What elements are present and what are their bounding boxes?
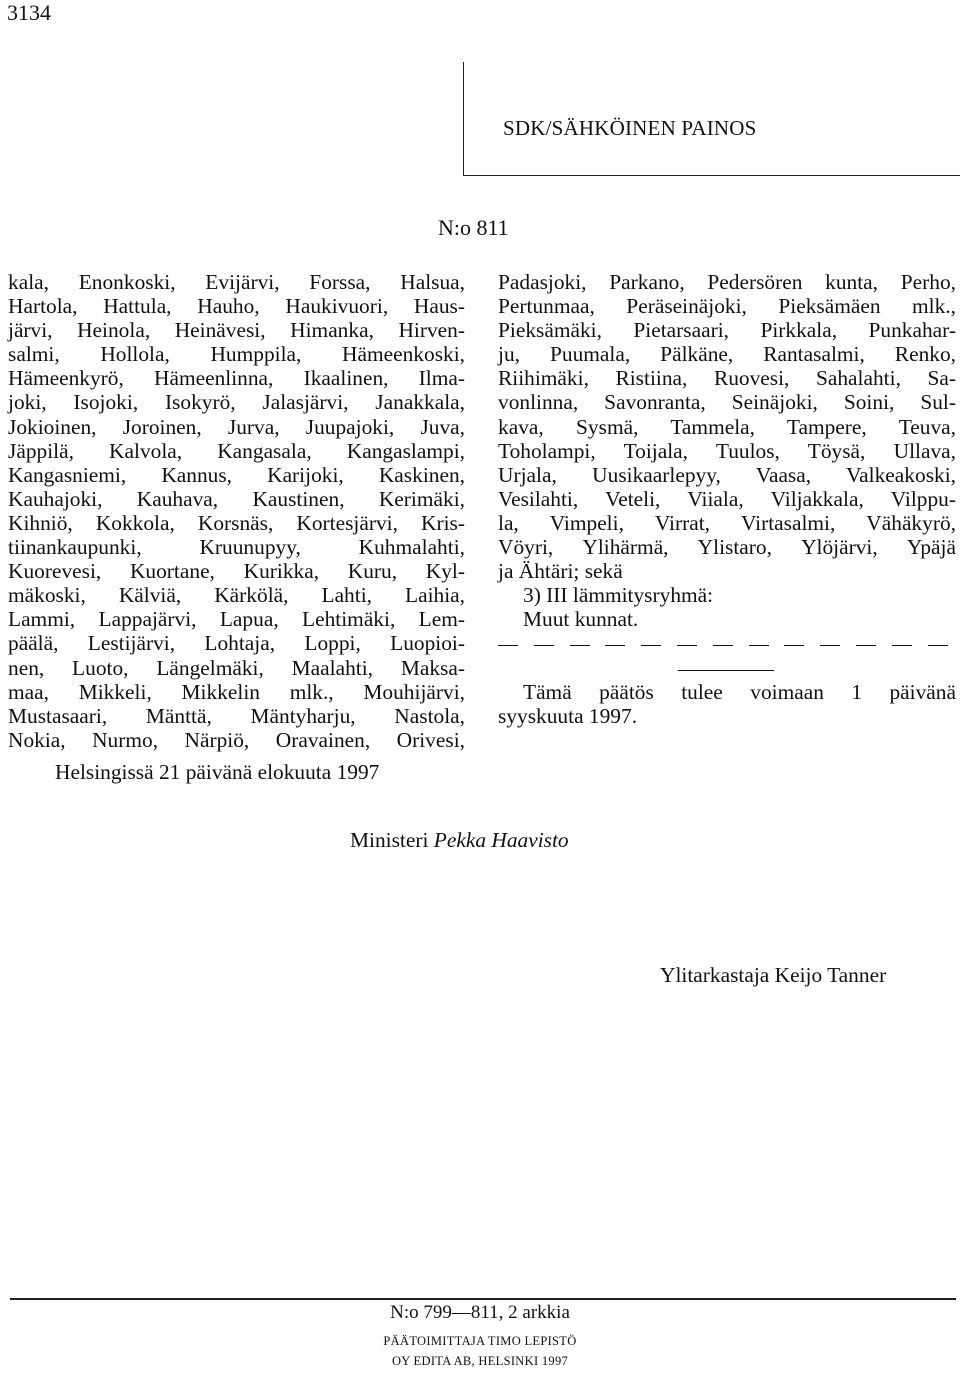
page-number: 3134	[7, 0, 51, 25]
right-column-line: Vesilahti, Veteli, Viiala, Viljakkala, Vilppu-	[498, 486, 956, 511]
right-column-line: vonlinna, Savonranta, Seinäjoki, Soini, Sul-	[498, 390, 956, 415]
left-column-line: nen, Luoto, Längelmäki, Maalahti, Maksa-	[8, 655, 465, 680]
right-column-line: Pertunmaa, Peräseinäjoki, Pieksämäen mlk.,	[498, 294, 956, 319]
right-column-line: Padasjoki, Parkano, Pedersören kunta, Perho,	[498, 270, 956, 294]
footer-numbers: N:o 799—811, 2 arkkia	[390, 1302, 570, 1323]
left-column-line: Kihniö, Kokkola, Korsnäs, Kortesjärvi, Kris-	[8, 510, 465, 535]
dash-mark	[892, 645, 912, 646]
footer-rule	[10, 1298, 956, 1300]
right-column-line: la, Vimpeli, Virrat, Virtasalmi, Vähäkyrö,	[498, 510, 956, 535]
effective-date-line-1: Tämä päätös tulee voimaan 1 päivänä	[523, 679, 956, 704]
right-column-last-line: ja Ähtäri; sekä	[498, 559, 623, 584]
right-column-lines	[498, 270, 956, 559]
left-column-line: Hartola, Hattula, Hauho, Haukivuori, Haus-	[8, 294, 465, 319]
minister-signature	[350, 828, 569, 853]
left-column-line: Kangasniemi, Kannus, Karijoki, Kaskinen,	[8, 462, 465, 487]
footer-editor: PÄÄTOIMITTAJA TIMO LEPISTÖ	[383, 1334, 577, 1348]
dash-mark	[570, 645, 590, 646]
left-column-line: Lammi, Lappajärvi, Lapua, Lehtimäki, Lem-	[8, 607, 465, 632]
right-column-line: ju, Puumala, Pälkäne, Rantasalmi, Renko,	[498, 342, 956, 367]
right-column-line: Riihimäki, Ristiina, Ruovesi, Sahalahti, Sa-	[498, 366, 956, 391]
dash-mark	[856, 645, 876, 646]
edition-stamp: SDK/SÄHKÖINEN PAINOS	[503, 116, 757, 140]
footer-publisher: OY EDITA AB, HELSINKI 1997	[391, 1354, 569, 1368]
left-column-line: kala, Enonkoski, Evijärvi, Forssa, Halsua,	[8, 270, 465, 294]
left-column-line: Kuorevesi, Kuortane, Kurikka, Kuru, Kyl-	[8, 559, 465, 584]
dash-mark	[749, 645, 769, 646]
minister-name: Pekka Haavisto	[433, 828, 569, 852]
right-column-line: kava, Sysmä, Tammela, Tampere, Teuva,	[498, 414, 956, 439]
left-column-line: päälä, Lestijärvi, Lohtaja, Loppi, Luopioi-	[8, 631, 465, 656]
group3-content: Muut kunnat.	[523, 607, 639, 632]
dash-mark	[641, 645, 661, 646]
right-column	[498, 270, 956, 728]
officer-signature: Ylitarkastaja Keijo Tanner	[660, 963, 887, 987]
dash-mark	[713, 645, 733, 646]
left-column-line: maa, Mikkeli, Mikkelin mlk., Mouhijärvi,	[8, 679, 465, 704]
left-column-line: tiinankaupunki, Kruunupyy, Kuhmalahti,	[8, 535, 465, 560]
dash-separator	[498, 631, 956, 655]
effective-date-line-2: syyskuuta 1997.	[498, 703, 638, 728]
dash-mark	[498, 645, 518, 646]
left-column-line: salmi, Hollola, Humppila, Hämeenkoski,	[8, 342, 465, 367]
dash-mark	[820, 645, 840, 646]
left-column-line: Jokioinen, Joroinen, Jurva, Juupajoki, Juva,	[8, 414, 465, 439]
right-column-line: Vöyri, Ylihärmä, Ylistaro, Ylöjärvi, Ypäjä	[498, 535, 956, 560]
left-column-line: järvi, Heinola, Heinävesi, Himanka, Hirven-	[8, 318, 465, 343]
minister-title: Ministeri	[350, 828, 429, 852]
dash-mark	[677, 645, 697, 646]
left-column	[8, 270, 465, 752]
right-column-line: Toholampi, Toijala, Tuulos, Töysä, Ullava,	[498, 438, 956, 463]
document-number: N:o 811	[438, 215, 509, 240]
dash-mark	[534, 645, 554, 646]
place-date: Helsingissä 21 päivänä elokuuta 1997	[55, 760, 380, 784]
left-column-line: Mustasaari, Mänttä, Mäntyharju, Nastola,	[8, 703, 465, 728]
left-column-line: Jäppilä, Kalvola, Kangasala, Kangaslampi,	[8, 438, 465, 463]
left-column-line: Nokia, Nurmo, Närpiö, Oravainen, Orivesi,	[8, 727, 465, 752]
dash-mark	[605, 645, 625, 646]
left-column-line: mäkoski, Kälviä, Kärkölä, Lahti, Laihia,	[8, 583, 465, 608]
right-column-line: Pieksämäki, Pietarsaari, Pirkkala, Punkahar-	[498, 318, 956, 343]
left-column-line: Kauhajoki, Kauhava, Kaustinen, Kerimäki,	[8, 486, 465, 511]
short-rule	[498, 656, 956, 680]
right-column-line: Urjala, Uusikaarlepyy, Vaasa, Valkeakoski,	[498, 462, 956, 487]
left-column-line: joki, Isojoki, Isokyrö, Jalasjärvi, Janakkala,	[8, 390, 465, 415]
dash-mark	[928, 645, 948, 646]
dash-mark	[784, 645, 804, 646]
left-column-line: Hämeenkyrö, Hämeenlinna, Ikaalinen, Ilma-	[8, 366, 465, 391]
group3-heading: 3) III lämmitysryhmä:	[523, 583, 714, 608]
